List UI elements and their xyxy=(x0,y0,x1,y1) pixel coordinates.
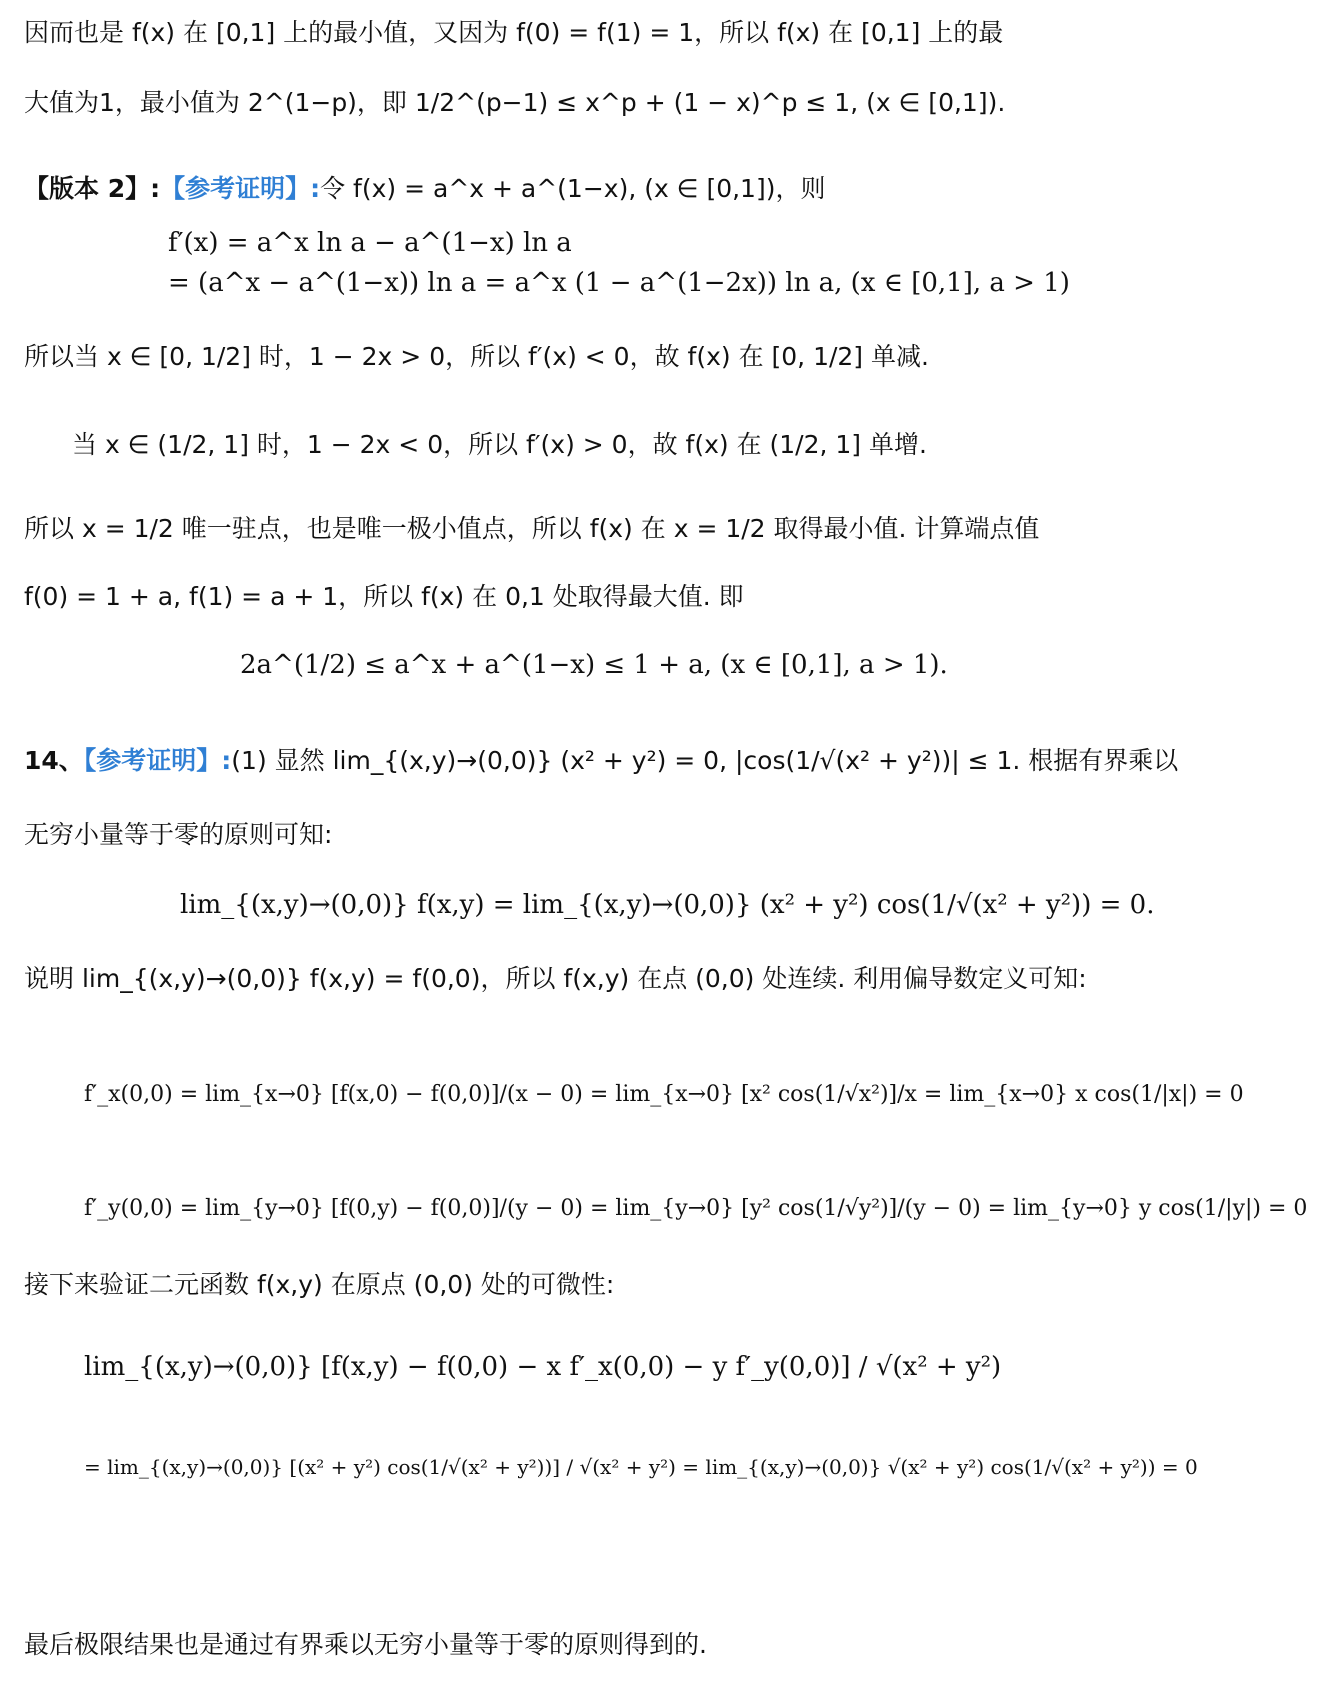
text-line xyxy=(24,1628,1104,1662)
line-1: 因而也是 f(x) 在 [0,1] 上的最小值，又因为 f(0) = f(1) = 1，所以 f(x) 在 [0,1] 上的最 xyxy=(24,18,1004,47)
differentiability-line-2: = lim_{(x,y)→(0,0)} [(x² + y²) cos(1/√(x² + y²))] / √(x² + y²) = lim_{(x,y)→(0,0)} √(x² + y²) cos(1/√(x² + y²)) = 0 xyxy=(84,1455,1198,1479)
line-6: 所以当 x ∈ [0, 1/2] 时，1 − 2x > 0，所以 f′(x) < 0，故 f(x) 在 [0, 1/2] 单减. xyxy=(24,342,929,371)
equation-line xyxy=(84,1450,1198,1484)
text-line xyxy=(24,172,1104,206)
text-line xyxy=(24,16,1104,50)
text-line xyxy=(24,1268,1104,1302)
text-line xyxy=(24,818,1104,852)
text-line xyxy=(24,86,1104,120)
partial-x-equation: f′_x(0,0) = lim_{x→0} [f(x,0) − f(0,0)]/(x − 0) = lim_{x→0} [x² cos(1/√x²)]/x = lim_{x→0} x cos(1/|x|) = 0 xyxy=(84,1082,1244,1107)
equation-line xyxy=(168,226,1248,260)
line-14: 说明 lim_{(x,y)→(0,0)} f(x,y) = f(0,0)，所以 f(x,y) 在点 (0,0) 处连续. 利用偏导数定义可知: xyxy=(24,964,1087,993)
text-line xyxy=(24,512,1104,546)
line-3: 令 f(x) = a^x + a^(1−x), (x ∈ [0,1])，则 xyxy=(320,174,826,203)
equation-line xyxy=(180,888,1260,922)
equation-line xyxy=(240,648,1320,682)
line-7: 当 x ∈ (1/2, 1] 时，1 − 2x < 0，所以 f′(x) > 0，故 f(x) 在 (1/2, 1] 单增. xyxy=(72,430,927,459)
equation-line xyxy=(84,1350,1164,1384)
proof-tag-14: 【参考证明】: xyxy=(83,746,232,775)
derivative-line-2: = (a^x − a^(1−x)) ln a = a^x (1 − a^(1−2x)) ln a, (x ∈ [0,1], a > 1) xyxy=(168,268,1070,298)
problem-number: 14、 xyxy=(24,746,84,775)
line-11: (1) 显然 lim_{(x,y)→(0,0)} (x² + y²) = 0, |cos(1/√(x² + y²))| ≤ 1. 根据有界乘以 xyxy=(231,746,1179,775)
text-line xyxy=(24,962,1104,996)
derivative-line-1: f′(x) = a^x ln a − a^(1−x) ln a xyxy=(168,228,572,258)
differentiability-line-1: lim_{(x,y)→(0,0)} [f(x,y) − f(0,0) − x f′_x(0,0) − y f′_y(0,0)] / √(x² + y²) xyxy=(84,1352,1002,1382)
version-heading: 【版本 2】: xyxy=(24,174,161,203)
partial-y-equation: f′_y(0,0) = lim_{y→0} [f(0,y) − f(0,0)]/(y − 0) = lim_{y→0} [y² cos(1/√y²)]/(y − 0) = lim_{y→0} y cos(1/|y|) = 0 xyxy=(84,1196,1308,1221)
line-20: 最后极限结果也是通过有界乘以无穷小量等于零的原则得到的. xyxy=(24,1630,707,1659)
equation-line xyxy=(84,1192,1308,1226)
equation-line xyxy=(84,1078,1244,1112)
line-2: 大值为1，最小值为 2^(1−p)，即 1/2^(p−1) ≤ x^p + (1 − x)^p ≤ 1, (x ∈ [0,1]). xyxy=(24,88,1006,117)
proof-tag: 【参考证明】: xyxy=(160,174,321,203)
inequality-line: 2a^(1/2) ≤ a^x + a^(1−x) ≤ 1 + a, (x ∈ [0,1], a > 1). xyxy=(240,650,948,680)
text-line xyxy=(24,340,1104,374)
equation-line xyxy=(168,266,1248,300)
limit-equation: lim_{(x,y)→(0,0)} f(x,y) = lim_{(x,y)→(0,0)} (x² + y²) cos(1/√(x² + y²)) = 0. xyxy=(180,890,1155,920)
line-8: 所以 x = 1/2 唯一驻点，也是唯一极小值点，所以 f(x) 在 x = 1/2 取得最小值. 计算端点值 xyxy=(24,514,1040,543)
line-12: 无穷小量等于零的原则可知: xyxy=(24,820,333,849)
text-line xyxy=(24,744,1179,778)
text-line xyxy=(72,428,1152,462)
text-line xyxy=(24,580,1104,614)
line-9: f(0) = 1 + a, f(1) = a + 1，所以 f(x) 在 0,1 处取得最大值. 即 xyxy=(24,582,744,611)
line-17: 接下来验证二元函数 f(x,y) 在原点 (0,0) 处的可微性: xyxy=(24,1270,615,1299)
